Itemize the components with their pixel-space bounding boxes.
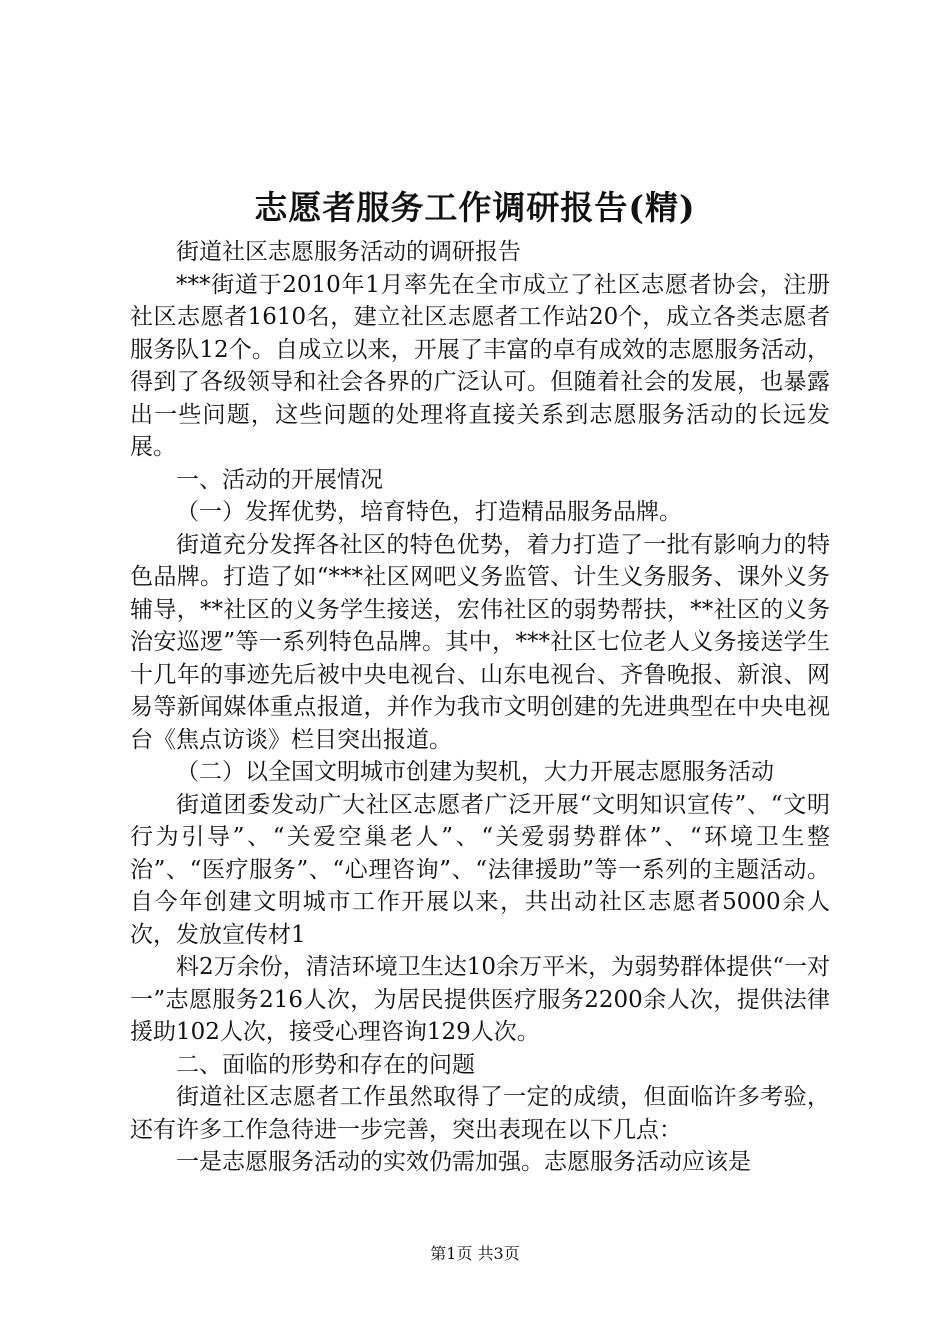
- body-paragraph: 街道充分发挥各社区的特色优势，着力打造了一批有影响力的特色品牌。打造了如“***社区网吧义务监管、计生义务服务、课外义务辅导，**社区的义务学生接送，宏伟社区的弱势帮扶，**社区的义务治安巡逻”等一系列特色品牌。其中，***社区七位老人义务接送学生十几年的事迹先后被中央电视台、山东电视台、齐鲁晚报、新浪、网易等新闻媒体重点报道，并作为我市文明创建的先进典型在中央电视台《焦点访谈》栏目突出报道。: [130, 531, 830, 753]
- document-title: 志愿者服务工作调研报告(精): [254, 188, 696, 227]
- body-paragraph: 街道团委发动广大社区志愿者广泛开展“文明知识宣传”、“文明行为引导”、“关爱空巢老人”、“关爱弱势群体”、“环境卫生整治”、“医疗服务”、“心理咨询”、“法律援助”等一系列的主题活动。自今年创建文明城市工作开展以来，共出动社区志愿者5000余人次，发放宣传材1: [130, 791, 830, 948]
- body-paragraph: 料2万余份，清洁环境卫生达10余万平米，为弱势群体提供“一对一”志愿服务216人次，为居民提供医疗服务2200余人次，提供法律援助102人次，接受心理咨询129人次。: [130, 954, 830, 1045]
- section-heading: 二、面临的形势和存在的问题: [176, 1051, 475, 1078]
- document-body: [130, 236, 830, 1179]
- page-footer: 第1页 共3页: [430, 1244, 520, 1263]
- subsection-heading: （二）以全国文明城市创建为契机，大力开展志愿服务活动: [176, 759, 774, 785]
- body-paragraph: 一是志愿服务活动的实效仍需加强。志愿服务活动应该是: [176, 1149, 751, 1175]
- body-paragraph: 街道社区志愿者工作虽然取得了一定的成绩，但面临许多考验，还有许多工作急待进一步完善，突出表现在以下几点：: [130, 1084, 830, 1143]
- body-paragraph: ***街道于2010年1月率先在全市成立了社区志愿者协会，注册社区志愿者1610名，建立社区志愿者工作站20个，成立各类志愿者服务队12个。自成立以来，开展了丰富的卓有成效的志愿服务活动，得到了各级领导和社会各界的广泛认可。但随着社会的发展，也暴露出一些问题，这些问题的处理将直接关系到志愿服务活动的长远发展。: [130, 271, 830, 460]
- section-heading: 一、活动的开展情况: [176, 466, 383, 493]
- subsection-heading: （一）发挥优势，培育特色，打造精品服务品牌。: [176, 499, 682, 525]
- report-subtitle: 街道社区志愿服务活动的调研报告: [176, 239, 521, 265]
